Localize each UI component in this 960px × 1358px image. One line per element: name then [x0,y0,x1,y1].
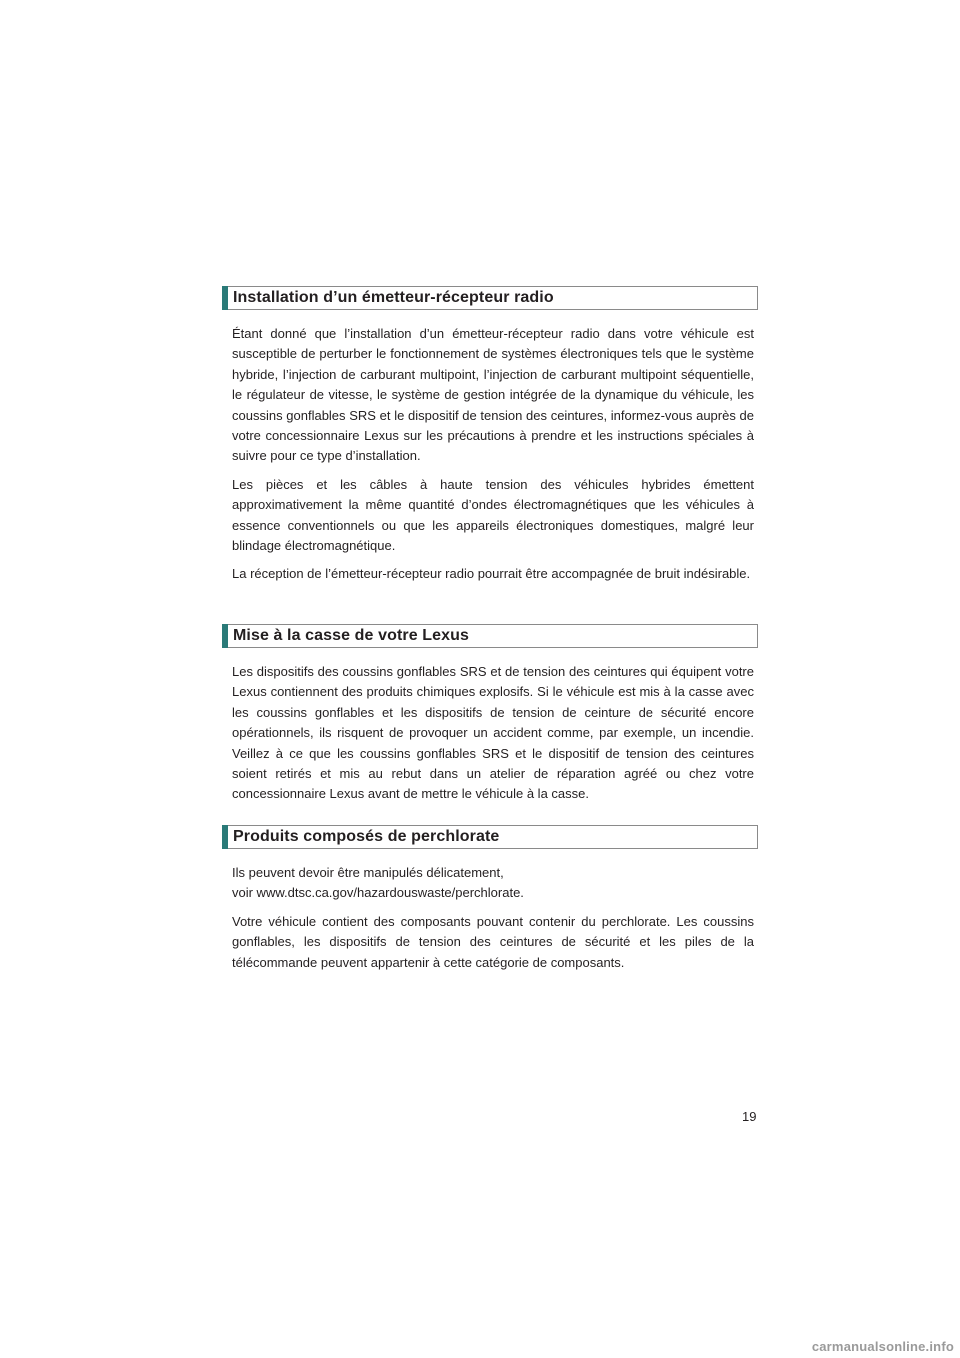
paragraph: Votre véhicule contient des composants pouvant contenir du perchlorate. Les coussins gonflables, les dispositifs de tension des ceintures de sécurité et les piles de la télécommande peuvent appartenir à cette catégorie de composants. [232,913,754,970]
watermark-logo: carmanualsonline.info [811,1339,954,1354]
section-body [222,863,758,973]
heading-accent-bar [222,825,228,849]
paragraph: La réception de l’émetteur-récepteur radio pourrait être accompagnée de bruit indésirable. [232,566,751,582]
section-body [222,324,758,585]
section-heading [222,624,758,648]
section-heading [222,286,758,310]
section-title: Mise à la casse de votre Lexus [233,627,470,644]
section-heading [222,825,758,849]
paragraph: Les dispositifs des coussins gonflables SRS et de tension des ceintures qui équipent votre Lexus contiennent des produits chimiques explosifs. Si le véhicule est mis à la casse avec les coussins gonflables et les dispositifs de tension de ceinture de sécurité encore opérationnels, ils risquent de provoquer un accident comme, par exemple, un incendie. Veillez à ce que les coussins gonflables SRS et le dispositif de tension des ceintures soient retirés et mis au rebut dans un atelier de réparation agréé ou chez votre concessionnaire Lexus avant de mettre le véhicule à la casse. [232,664,754,802]
paragraph: Étant donné que l’installation d’un émetteur-récepteur radio dans votre véhicule est susceptible de perturber le fonctionnement de systèmes électroniques tels que le système hybride, l’injection de carburant multipoint, l’injection de carburant multipoint séquentielle, le régulateur de vitesse, le système de gestion intégrée de la dynamique du véhicule, les coussins gonflables SRS et le dispositif de tension des ceintures, informez-vous auprès de votre concessionnaire Lexus sur les précautions à prendre et les instructions spéciales à suivre pour ce type d’installation. [232,326,754,464]
paragraph-line: Ils peuvent devoir être manipulés délicatement, [232,865,504,880]
paragraph-perchlorate-notice [232,863,754,904]
heading-accent-bar [222,286,228,310]
section-title: Installation d’un émetteur-récepteur radio [233,289,554,306]
section-perchlorate [222,825,758,973]
heading-accent-bar [222,624,228,648]
section-title: Produits composés de perchlorate [233,828,500,845]
page-number: 19 [742,1109,757,1124]
section-vehicle-scrapping [222,624,758,805]
paragraph: Les pièces et les câbles à haute tension des véhicules hybrides émettent approximativement la même quantité d’ondes électromagnétiques que les véhicules à essence conventionnels ou que les appareils électroniques domestiques, malgré leur blindage électromagnétique. [232,476,754,554]
section-body [222,662,758,805]
section-radio-transceiver [222,286,758,585]
paragraph-line-url: voir www.dtsc.ca.gov/hazardouswaste/perchlorate. [232,885,524,901]
